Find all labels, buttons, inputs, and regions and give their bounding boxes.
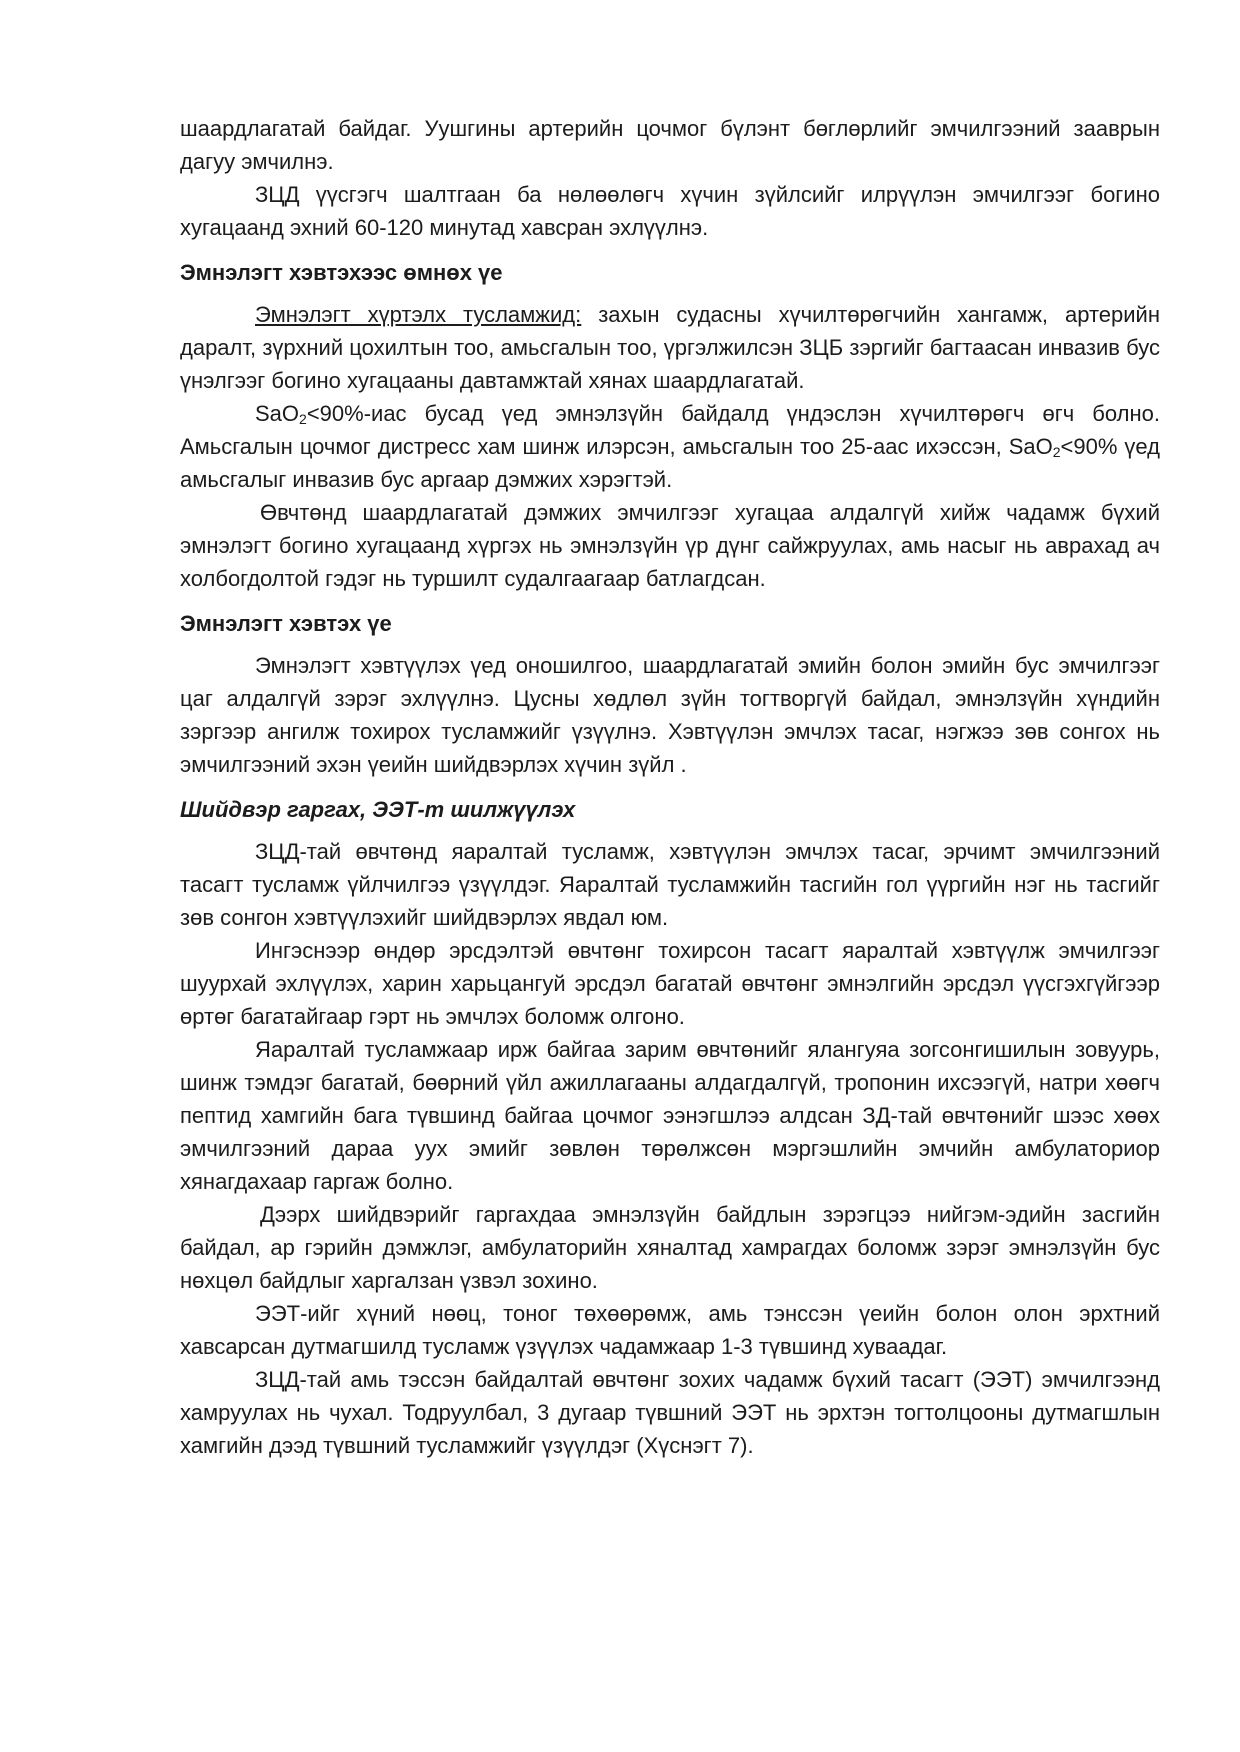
sao2-subscript-2: 2	[1052, 444, 1061, 460]
paragraph-decision-2: Ингэснээр өндөр эрсдэлтэй өвчтөнг тохирсон тасагт яаралтай хэвтүүлж эмчилгээг шуурхай эхлүүлэх, харин харьцангуй эрсдэл багатай өвчтөнг эмнэлгийн эрсдэл үүсгэхгүйгээр өртөг багатайгаар гэрт нь эмчлэх боломж олгоно.	[180, 938, 1160, 1029]
paragraph-intro-1: шаардлагатай байдаг. Уушгины артерийн цочмог бүлэнт бөглөрлийг эмчилгээний зааврын дагуу эмчилнэ.	[180, 116, 1160, 174]
sao2-subscript: 2	[299, 411, 307, 427]
paragraph-decision-4: Дээрх шийдвэрийг гаргахдаа эмнэлзүйн байдлын зэрэгцээ нийгэм-эдийн засгийн байдал, ар гэрийн дэмжлэг, амбулаторийн хяналтад хамрагдах боломж зэрэг эмнэлзүйн бус нөхцөл байдлыг харгалзан үзвэл зохино.	[180, 1202, 1160, 1293]
paragraph-prehospital-2	[180, 397, 1160, 496]
document-page	[180, 112, 1160, 1462]
sao2-rest-2: <90% үед амьсгалыг инвазив бус аргаар дэмжих хэрэгтэй.	[180, 434, 1160, 492]
paragraph-decision-3: Яаралтай тусламжаар ирж байгаа зарим өвчтөнийг ялангуяа зогсонгишилын зовуурь, шинж тэмдэг багатай, бөөрний үйл ажиллагааны алдагдалгүй, тропонин ихсээгүй, натри хөөгч пептид хамгийн бага түвшинд байгаа цочмог ээнэгшлээ алдсан ЗД-тай өвчтөнийг шээс хөөх эмчилгээний дараа уух эмийг зөвлөн төрөлжсөн мэргэшлийн эмчийн амбулаториор хянагдахаар гаргаж болно.	[180, 1037, 1160, 1194]
paragraph-decision-1: ЗЦД-тай өвчтөнд яаралтай тусламж, хэвтүүлэн эмчлэх тасаг, эрчимт эмчилгээний тасагт тусламж үйлчилгээ үзүүлдэг. Яаралтай тусламжийн тасгийн гол үүргийн нэг нь тасгийг зөв сонгон хэвтүүлэхийг шийдвэрлэх явдал юм.	[180, 839, 1160, 930]
paragraph-prehospital-3: Өвчтөнд шаардлагатай дэмжих эмчилгээг хугацаа алдалгүй хийж чадамж бүхий эмнэлэгт богино хугацаанд хүргэх нь эмнэлзүйн үр дүнг сайжруулах, амь насыг нь аврахад ач холбогдолтой гэдэг нь туршилт судалгаагаар батлагдсан.	[180, 500, 1160, 591]
heading-decision: Шийдвэр гаргах, ЭЭТ-т шилжүүлэх	[180, 797, 576, 822]
paragraph-prehospital-1	[180, 298, 1160, 397]
paragraph-admission: Эмнэлэгт хэвтүүлэх үед оношилгоо, шаардлагатай эмийн болон эмийн бус эмчилгээг цаг алдалгүй зэрэг эхлүүлнэ. Цусны хөдлөл зүйн тогтворгүй байдал, эмнэлзүйн хүндийн зэргээр ангилж тохирох тусламжийг үзүүлнэ. Хэвтүүлэн эмчлэх тасаг, нэгжээ зөв сонгох нь эмчилгээний эхэн үеийн шийдвэрлэх хүчин зүйл .	[180, 653, 1160, 777]
sao2-rest-1: <90%-иас бусад үед эмнэлзүйн байдалд үндэслэн хүчилтөрөгч өгч болно. Амьсгалын цочмог дистресс хам шинж илэрсэн, амьсгалын тоо 25-аас ихэссэн,	[180, 401, 1160, 459]
sao2-label: SaO	[255, 401, 300, 426]
heading-admission: Эмнэлэгт хэвтэх үе	[180, 611, 392, 636]
prehospital-lead-underlined: Эмнэлэгт хүртэлх тусламжид:	[255, 302, 582, 327]
prehospital-lead-rest: захын судасны хүчилтөрөгчийн хангамж, артерийн даралт, зүрхний цохилтын тоо, амьсгалын тоо, үргэлжилсэн ЗЦБ зэргийг багтаасан инвазив бус үнэлгээг богино хугацааны давтамжтай хянах шаардлагатай.	[180, 302, 1161, 393]
paragraph-decision-5: ЭЭТ-ийг хүний нөөц, тоног төхөөрөмж, амь тэнссэн үеийн болон олон эрхтний хавсарсан дутмагшилд тусламж үзүүлэх чадамжаар 1-3 түвшинд хуваадаг.	[180, 1301, 1160, 1359]
paragraph-intro-2: ЗЦД үүсгэгч шалтгаан ба нөлөөлөгч хүчин зүйлсийг илрүүлэн эмчилгээг богино хугацаанд эхний 60-120 минутад хавсран эхлүүлнэ.	[180, 182, 1160, 240]
heading-prehospital: Эмнэлэгт хэвтэхээс өмнөх үе	[180, 260, 503, 285]
paragraph-decision-6: ЗЦД-тай амь тэссэн байдалтай өвчтөнг зохих чадамж бүхий тасагт (ЭЭТ) эмчилгээнд хамруулах нь чухал. Тодруулбал, 3 дугаар түвшний ЭЭТ нь эрхтэн тогтолцооны дутмагшлын хамгийн дээд түвшний тусламжийг үзүүлдэг (Хүснэгт 7).	[180, 1367, 1160, 1458]
sao2-label-2: SaO	[1008, 434, 1053, 459]
